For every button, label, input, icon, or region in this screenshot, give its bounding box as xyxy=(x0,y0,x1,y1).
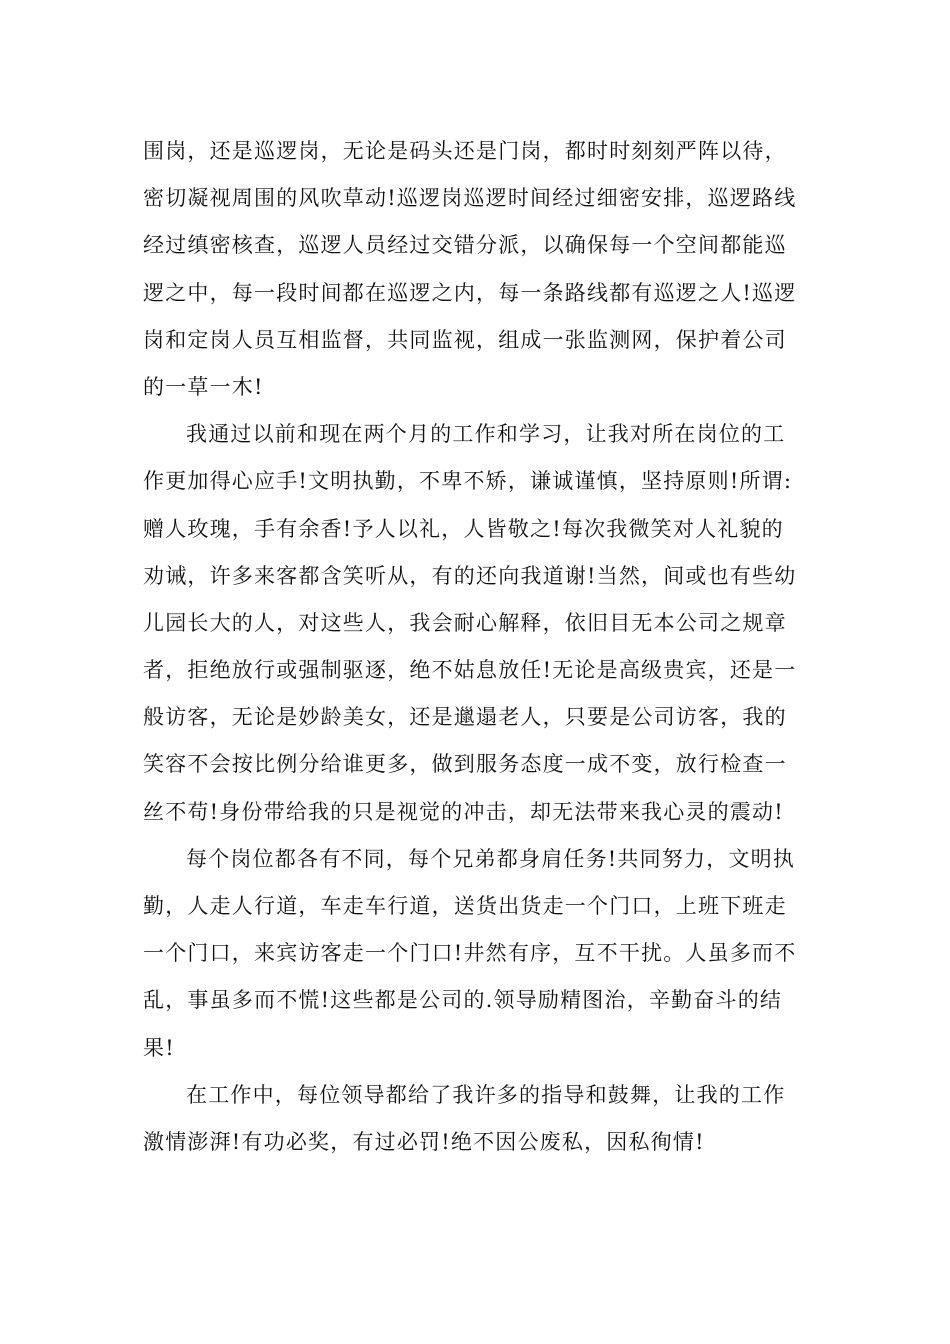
text-line: 每个岗位都各有不同，每个兄弟都身肩任务!共同努力，文明执 xyxy=(186,846,796,871)
text-line: 激情澎湃!有功必奖，有过必罚!绝不因公废私，因私徇情! xyxy=(143,1129,705,1154)
text-line: 果! xyxy=(143,1035,175,1060)
text-line: 儿园长大的人，对这些人，我会耐心解释，依旧目无本公司之规章 xyxy=(143,610,787,635)
text-line: 作更加得心应手!文明执勤，不卑不矫，谦诚谨慎，坚持原则!所谓: xyxy=(143,469,793,494)
text-line: 般访客，无论是妙龄美女，还是邋遢老人，只要是公司访客，我的 xyxy=(143,705,787,730)
text-line: 密切凝视周围的风吹草动!巡逻岗巡逻时间经过细密安排，巡逻路线 xyxy=(143,186,797,211)
text-line: 经过缜密核查，巡逻人员经过交错分派，以确保每一个空间都能巡 xyxy=(143,233,787,258)
text-line: 逻之中，每一段时间都在巡逻之内，每一条路线都有巡逻之人!巡逻 xyxy=(143,280,797,305)
text-line: 在工作中，每位领导都给了我许多的指导和鼓舞，让我的工作 xyxy=(186,1082,786,1107)
text-line: 一个门口，来宾访客走一个门口!井然有序，互不干扰。人虽多而不 xyxy=(143,941,797,966)
text-line: 我通过以前和现在两个月的工作和学习，让我对所在岗位的工 xyxy=(186,422,786,447)
text-line: 岗和定岗人员互相监督，共同监视，组成一张监测网，保护着公司 xyxy=(143,327,787,352)
text-line: 的一草一木! xyxy=(143,374,264,399)
text-line: 勤，人走人行道，车走车行道，送货出货走一个门口，上班下班走 xyxy=(143,894,787,918)
text-line: 者，拒绝放行或强制驱逐，绝不姑息放任!无论是高级贵宾，还是一 xyxy=(143,658,797,683)
body-text xyxy=(143,128,823,1166)
text-line: 笑容不会按比例分给谁更多，做到服务态度一成不变，放行检查一 xyxy=(143,752,787,777)
text-line: 劝诫，许多来客都含笑听从，有的还向我道谢!当然，间或也有些幼 xyxy=(143,563,797,588)
text-line: 围岗，还是巡逻岗，无论是码头还是门岗，都时时刻刻严阵以待， xyxy=(143,139,787,163)
text-line: 乱，事虽多而不慌!这些都是公司的.领导励精图治，辛勤奋斗的结 xyxy=(143,988,783,1013)
text-line: 丝不苟!身份带给我的只是视觉的冲击，却无法带来我心灵的震动! xyxy=(143,799,784,824)
text-line: 赠人玫瑰，手有余香!予人以礼，人皆敬之!每次我微笑对人礼貌的 xyxy=(143,516,784,541)
